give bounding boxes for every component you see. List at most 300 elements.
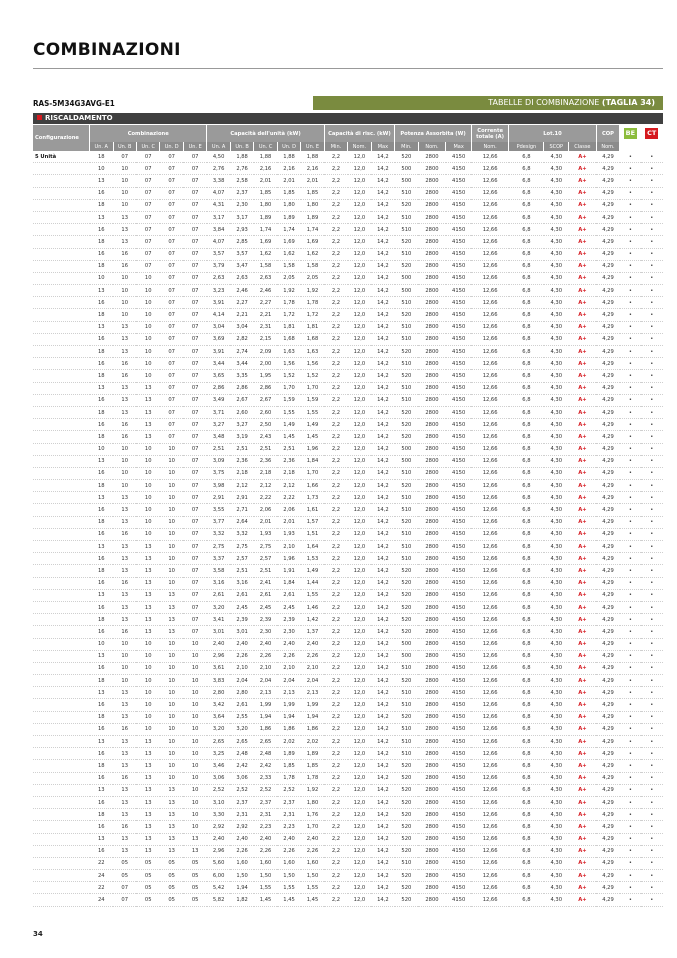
table-cell: 2,10 (277, 662, 300, 674)
table-cell: 1,94 (230, 882, 253, 894)
table-cell: 13 (90, 321, 113, 333)
table-cell: 2,02 (277, 736, 300, 748)
table-cell: 3,83 (207, 675, 230, 687)
table-cell: • (641, 589, 662, 601)
table-cell: 4,29 (596, 358, 619, 370)
table-cell: 12,0 (348, 492, 371, 504)
table-cell: 16 (90, 699, 113, 711)
table-cell: 2,40 (207, 833, 230, 845)
table-cell: 14,2 (371, 565, 394, 577)
energy-class-cell: A+ (569, 638, 597, 650)
table-cell: 2,09 (254, 346, 277, 358)
table-cell: 4,30 (544, 577, 569, 589)
table-cell: 2800 (418, 796, 446, 808)
table-cell: 4,29 (596, 821, 619, 833)
table-cell: 1,99 (301, 699, 324, 711)
energy-class-cell: A+ (569, 833, 597, 845)
table-cell: 3,84 (207, 224, 230, 236)
table-cell: 07 (136, 199, 159, 211)
table-cell: • (641, 784, 662, 796)
table-cell: 3,57 (207, 248, 230, 260)
energy-class-cell: A+ (569, 528, 597, 540)
table-cell: 6,8 (509, 528, 544, 540)
table-cell: 07 (136, 248, 159, 260)
table-cell: 10 (160, 467, 183, 479)
config-cell (33, 187, 90, 199)
table-cell: 10 (90, 638, 113, 650)
table-cell: • (641, 492, 662, 504)
table-cell: 520 (395, 784, 418, 796)
table-cell: 520 (395, 236, 418, 248)
table-cell: 4,30 (544, 638, 569, 650)
table-cell: 6,8 (509, 504, 544, 516)
table-cell: 07 (160, 406, 183, 418)
table-cell: 2,80 (207, 687, 230, 699)
table-cell: • (641, 382, 662, 394)
table-cell: 2,51 (230, 443, 253, 455)
energy-class-cell: A+ (569, 857, 597, 869)
table-cell: 4150 (446, 699, 472, 711)
energy-class-cell: A+ (569, 516, 597, 528)
table-cell: 1,81 (277, 321, 300, 333)
table-cell: 12,0 (348, 382, 371, 394)
table-row (33, 870, 663, 882)
table-cell: 12,66 (471, 504, 508, 516)
table-cell: 6,8 (509, 272, 544, 284)
table-cell: 4,29 (596, 224, 619, 236)
table-cell: 2,63 (207, 272, 230, 284)
table-cell: • (620, 736, 641, 748)
table-cell: 13 (113, 541, 136, 553)
table-cell: • (641, 699, 662, 711)
table-cell: 6,8 (509, 151, 544, 163)
config-cell (33, 480, 90, 492)
config-cell (33, 260, 90, 272)
col-group-capacita-unita: Capacità dell'unità (kW) (207, 125, 324, 142)
energy-class-cell: A+ (569, 151, 597, 163)
table-cell: 1,69 (254, 236, 277, 248)
model-name: RAS-5M34G3AVG-E1 (33, 99, 115, 108)
table-cell: 3,01 (207, 626, 230, 638)
table-cell: • (641, 650, 662, 662)
table-cell: 13 (90, 687, 113, 699)
table-cell: 4,29 (596, 467, 619, 479)
table-cell: 2800 (418, 504, 446, 516)
table-cell: 4,29 (596, 321, 619, 333)
table-cell: • (620, 723, 641, 735)
table-cell: 12,0 (348, 346, 371, 358)
table-cell: 2,31 (254, 321, 277, 333)
table-cell: • (641, 565, 662, 577)
table-cell: 2,12 (277, 480, 300, 492)
table-cell: 16 (113, 626, 136, 638)
table-cell: 3,37 (207, 553, 230, 565)
table-cell: 510 (395, 662, 418, 674)
table-cell: 1,80 (277, 199, 300, 211)
table-cell: 12,66 (471, 260, 508, 272)
table-cell: 14,2 (371, 285, 394, 297)
table-cell: 3,10 (207, 796, 230, 808)
table-cell: 1,52 (277, 370, 300, 382)
table-cell: 6,8 (509, 748, 544, 760)
energy-class-cell: A+ (569, 443, 597, 455)
table-cell: 2,10 (254, 662, 277, 674)
table-cell: 10 (183, 675, 206, 687)
table-row (33, 309, 663, 321)
table-cell: • (641, 528, 662, 540)
table-cell: 2,2 (324, 821, 347, 833)
table-cell: 2,10 (301, 662, 324, 674)
table-cell: • (620, 821, 641, 833)
energy-class-cell: A+ (569, 358, 597, 370)
table-cell: 10 (136, 675, 159, 687)
table-cell: 10 (160, 699, 183, 711)
energy-class-cell: A+ (569, 687, 597, 699)
table-cell: 2,2 (324, 882, 347, 894)
table-cell: 2800 (418, 455, 446, 467)
table-cell: 1,51 (301, 528, 324, 540)
table-cell: 07 (183, 309, 206, 321)
table-cell: 4,30 (544, 321, 569, 333)
table-cell: 4150 (446, 260, 472, 272)
table-cell: 1,56 (277, 358, 300, 370)
table-cell: 12,66 (471, 541, 508, 553)
table-cell: 2800 (418, 736, 446, 748)
config-cell (33, 406, 90, 418)
table-cell: 2,37 (230, 187, 253, 199)
table-cell: 10 (113, 443, 136, 455)
table-cell: 22 (90, 857, 113, 869)
combination-table (33, 125, 663, 907)
table-cell: 1,59 (277, 394, 300, 406)
table-cell: 2,2 (324, 736, 347, 748)
table-cell: 14,2 (371, 297, 394, 309)
table-cell: 14,2 (371, 614, 394, 626)
table-cell: 4,29 (596, 687, 619, 699)
table-cell: 5,42 (207, 882, 230, 894)
table-cell: 4,29 (596, 894, 619, 906)
table-cell: 6,8 (509, 285, 544, 297)
table-cell: 10 (113, 467, 136, 479)
table-cell: 12,0 (348, 309, 371, 321)
table-cell: 14,2 (371, 236, 394, 248)
table-cell: 14,2 (371, 821, 394, 833)
col-group-capacita-risc: Capacità di risc. (kW) (324, 125, 394, 142)
table-cell: 10 (183, 638, 206, 650)
table-cell: 10 (160, 675, 183, 687)
table-cell: 6,8 (509, 480, 544, 492)
table-row (33, 882, 663, 894)
table-cell: 12,0 (348, 772, 371, 784)
table-cell: 1,92 (301, 784, 324, 796)
table-cell: • (641, 821, 662, 833)
table-cell: 4,30 (544, 541, 569, 553)
table-cell: 520 (395, 833, 418, 845)
table-row (33, 723, 663, 735)
table-cell: 13 (136, 394, 159, 406)
table-cell: 1,86 (301, 723, 324, 735)
table-cell: 3,30 (207, 809, 230, 821)
table-cell: 05 (136, 870, 159, 882)
table-cell: 12,66 (471, 236, 508, 248)
table-cell: 1,84 (277, 577, 300, 589)
table-banner-text: TABELLE DI COMBINAZIONE (488, 98, 602, 107)
table-cell: 13 (136, 845, 159, 857)
table-cell: 12,66 (471, 455, 508, 467)
table-cell: 13 (160, 833, 183, 845)
table-cell: 2,36 (230, 455, 253, 467)
table-cell: 05 (113, 857, 136, 869)
section-bar (33, 113, 663, 124)
table-cell: 4,30 (544, 455, 569, 467)
table-cell: 2800 (418, 382, 446, 394)
table-cell: 14,2 (371, 163, 394, 175)
table-cell: • (620, 833, 641, 845)
table-row (33, 784, 663, 796)
table-row (33, 638, 663, 650)
subheader-cell: Un. A (207, 142, 230, 151)
table-cell: 6,8 (509, 614, 544, 626)
table-cell: 6,8 (509, 638, 544, 650)
table-row (33, 736, 663, 748)
table-cell: 4,30 (544, 394, 569, 406)
table-cell: 2,50 (254, 419, 277, 431)
table-cell: 16 (90, 796, 113, 808)
table-cell: 12,0 (348, 784, 371, 796)
table-row (33, 857, 663, 869)
table-cell: 10 (136, 321, 159, 333)
table-cell: 6,8 (509, 760, 544, 772)
table-cell: • (620, 211, 641, 223)
table-cell: 14,2 (371, 443, 394, 455)
table-cell: 4150 (446, 894, 472, 906)
table-cell: 12,66 (471, 796, 508, 808)
table-cell: 6,8 (509, 894, 544, 906)
energy-class-cell: A+ (569, 748, 597, 760)
table-cell: 12,66 (471, 382, 508, 394)
table-cell: 1,42 (301, 614, 324, 626)
table-cell: 4,30 (544, 699, 569, 711)
table-cell: 14,2 (371, 187, 394, 199)
table-cell: 2800 (418, 163, 446, 175)
table-cell: 16 (113, 248, 136, 260)
table-row (33, 467, 663, 479)
table-cell: 12,66 (471, 809, 508, 821)
config-cell (33, 784, 90, 796)
table-cell: 2,13 (254, 687, 277, 699)
table-cell: 13 (136, 431, 159, 443)
table-cell: 10 (136, 455, 159, 467)
table-row (33, 163, 663, 175)
table-cell: 14,2 (371, 248, 394, 260)
table-cell: 10 (113, 675, 136, 687)
table-cell: 10 (160, 516, 183, 528)
table-cell: 1,72 (277, 309, 300, 321)
table-cell: 2800 (418, 187, 446, 199)
table-cell: 3,27 (207, 419, 230, 431)
table-cell: 2,2 (324, 480, 347, 492)
table-row (33, 211, 663, 223)
table-cell: • (620, 748, 641, 760)
table-cell: 2,41 (254, 577, 277, 589)
table-cell: 2800 (418, 248, 446, 260)
table-cell: 2,2 (324, 675, 347, 687)
table-cell: 13 (136, 772, 159, 784)
table-cell: 2,2 (324, 528, 347, 540)
table-cell: 13 (160, 614, 183, 626)
table-cell: 4,29 (596, 175, 619, 187)
table-cell: 2,51 (254, 443, 277, 455)
table-cell: 12,66 (471, 650, 508, 662)
table-cell: 6,8 (509, 443, 544, 455)
table-cell: 2,2 (324, 662, 347, 674)
table-cell: 16 (90, 845, 113, 857)
table-cell: 2,63 (230, 272, 253, 284)
table-cell: 07 (136, 187, 159, 199)
table-cell: 1,69 (277, 236, 300, 248)
table-cell: 1,78 (277, 772, 300, 784)
table-cell: 520 (395, 309, 418, 321)
table-cell: 07 (160, 333, 183, 345)
table-cell: 07 (183, 163, 206, 175)
table-cell: 6,8 (509, 394, 544, 406)
table-cell: 2,15 (254, 333, 277, 345)
table-cell: 2,06 (254, 504, 277, 516)
table-cell: 3,17 (230, 211, 253, 223)
table-cell: 12,66 (471, 419, 508, 431)
table-row (33, 796, 663, 808)
energy-class-cell: A+ (569, 175, 597, 187)
table-cell: 12,0 (348, 236, 371, 248)
table-cell: 510 (395, 748, 418, 760)
table-cell: 4,30 (544, 333, 569, 345)
table-cell: 2,2 (324, 211, 347, 223)
table-cell: 12,66 (471, 699, 508, 711)
table-cell: 14,2 (371, 419, 394, 431)
table-cell: 16 (113, 821, 136, 833)
table-cell: 6,8 (509, 553, 544, 565)
table-cell: 2800 (418, 699, 446, 711)
table-cell: 4,29 (596, 675, 619, 687)
table-cell: 3,65 (207, 370, 230, 382)
table-cell: 2800 (418, 638, 446, 650)
table-cell: 2,40 (277, 638, 300, 650)
energy-class-cell: A+ (569, 394, 597, 406)
subheader-cell: Un. B (230, 142, 253, 151)
table-cell: 10 (113, 662, 136, 674)
table-cell: 2,91 (207, 492, 230, 504)
table-cell: 2,65 (207, 736, 230, 748)
table-cell: 12,66 (471, 309, 508, 321)
table-cell: 4,30 (544, 224, 569, 236)
table-cell: • (620, 333, 641, 345)
table-cell: • (620, 480, 641, 492)
table-cell: 4,29 (596, 419, 619, 431)
table-cell: 4,29 (596, 455, 619, 467)
table-cell: 1,86 (254, 723, 277, 735)
table-cell: 10 (183, 736, 206, 748)
table-cell: 3,44 (207, 358, 230, 370)
table-cell: 4150 (446, 882, 472, 894)
table-cell: 18 (90, 346, 113, 358)
table-cell: 13 (136, 577, 159, 589)
table-cell: 07 (183, 577, 206, 589)
table-cell: 2,42 (230, 760, 253, 772)
table-cell: 07 (136, 211, 159, 223)
table-cell: 520 (395, 151, 418, 163)
table-cell: 10 (183, 809, 206, 821)
table-cell: 12,0 (348, 358, 371, 370)
subheader-cell: Un. C (254, 142, 277, 151)
table-cell: 4,29 (596, 382, 619, 394)
table-cell: 2800 (418, 857, 446, 869)
table-cell: 4,30 (544, 675, 569, 687)
page-title: COMBINAZIONI (33, 40, 181, 60)
table-cell: 2,46 (254, 285, 277, 297)
table-cell: 07 (113, 894, 136, 906)
table-cell: • (620, 151, 641, 163)
table-cell: 2,60 (254, 406, 277, 418)
table-cell: 2,57 (230, 553, 253, 565)
table-cell: 2,2 (324, 199, 347, 211)
table-cell: 13 (113, 796, 136, 808)
config-cell (33, 857, 90, 869)
table-cell: 2,2 (324, 346, 347, 358)
table-cell: 13 (90, 382, 113, 394)
config-cell (33, 211, 90, 223)
table-cell: 14,2 (371, 406, 394, 418)
table-cell: 10 (183, 711, 206, 723)
config-cell (33, 870, 90, 882)
table-cell: 4,29 (596, 796, 619, 808)
table-cell: 14,2 (371, 784, 394, 796)
table-cell: 10 (136, 662, 159, 674)
table-cell: 16 (113, 358, 136, 370)
table-cell: 4,30 (544, 236, 569, 248)
table-cell: 12,0 (348, 297, 371, 309)
table-cell: 3,32 (230, 528, 253, 540)
table-cell: • (620, 870, 641, 882)
table-cell: 10 (160, 760, 183, 772)
table-cell: 16 (90, 528, 113, 540)
table-cell: 16 (113, 772, 136, 784)
table-cell: 14,2 (371, 857, 394, 869)
table-cell: 12,66 (471, 748, 508, 760)
table-cell: 4,30 (544, 297, 569, 309)
subheader-cell: Max (446, 142, 472, 151)
table-cell: 18 (90, 809, 113, 821)
config-cell (33, 894, 90, 906)
energy-class-cell: A+ (569, 187, 597, 199)
energy-class-cell: A+ (569, 711, 597, 723)
table-cell: 12,0 (348, 760, 371, 772)
table-cell: 2800 (418, 297, 446, 309)
table-cell: 4,29 (596, 699, 619, 711)
table-cell: 6,8 (509, 260, 544, 272)
table-cell: 4,29 (596, 541, 619, 553)
table-cell: 18 (90, 614, 113, 626)
table-cell: 10 (136, 711, 159, 723)
table-cell: • (620, 528, 641, 540)
table-cell: 05 (183, 894, 206, 906)
table-cell: 1,55 (277, 406, 300, 418)
table-cell: 13 (160, 796, 183, 808)
table-cell: 10 (136, 443, 159, 455)
table-cell: • (620, 553, 641, 565)
table-cell: 4150 (446, 333, 472, 345)
table-cell: 14,2 (371, 151, 394, 163)
table-cell: 2,13 (301, 687, 324, 699)
